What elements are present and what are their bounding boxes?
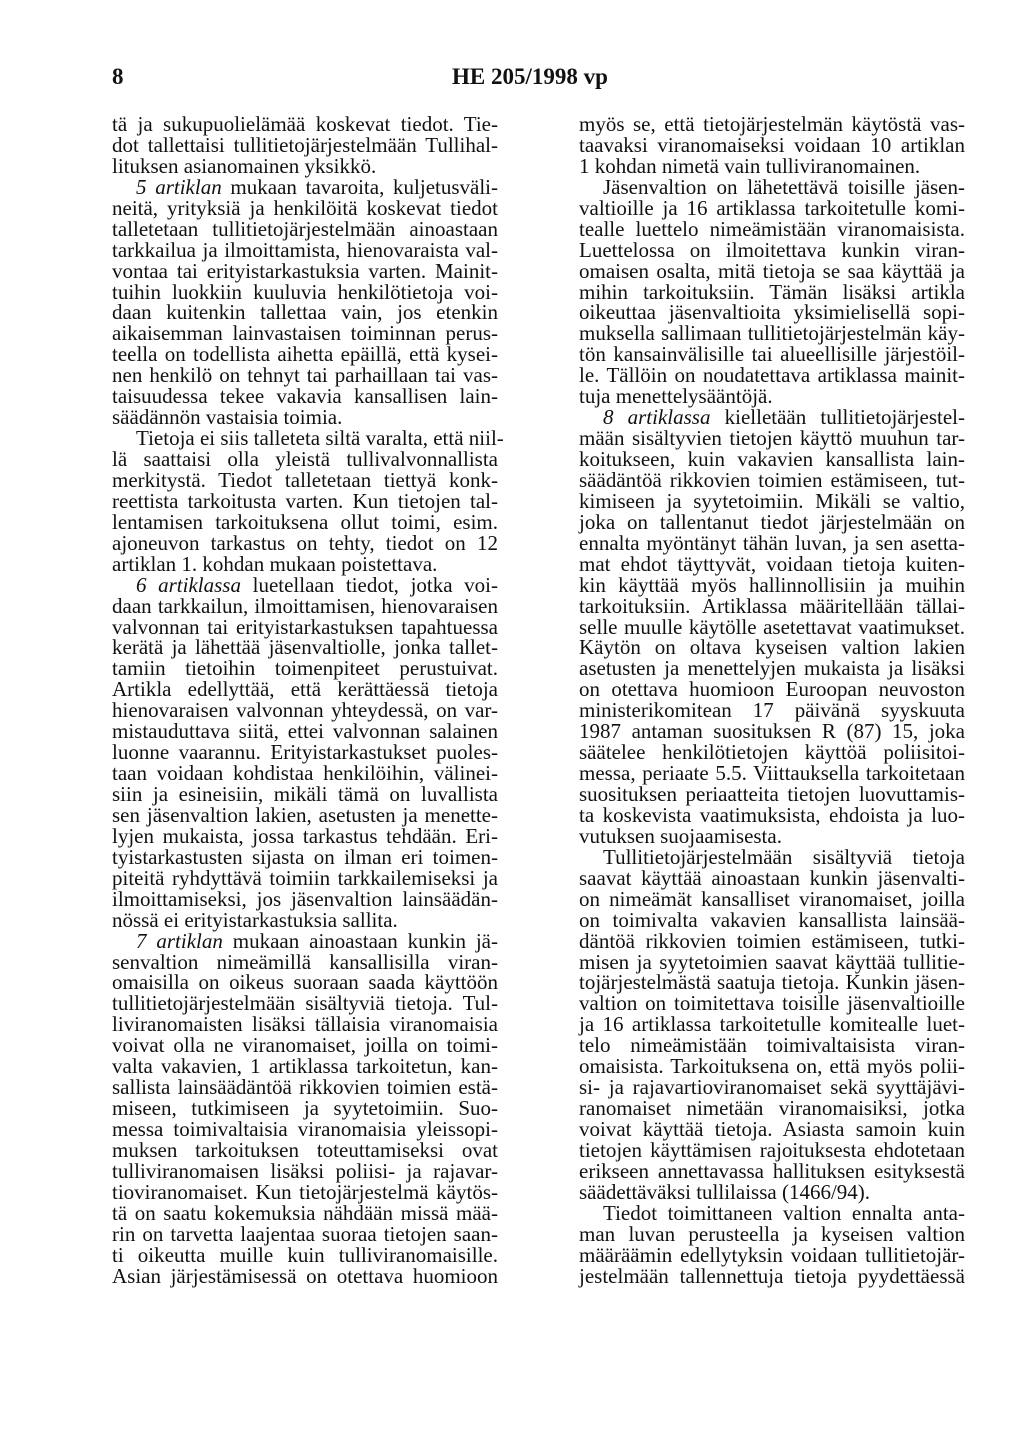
line-text: neitä, yrityksiä ja henkilöitä koskevat tiedot — [112, 195, 498, 220]
text-line — [579, 1158, 965, 1183]
text-line — [579, 658, 965, 679]
line-text: Tullitietojärjestelmään sisältyviä tietoja — [603, 844, 965, 869]
line-text: 1987 antaman suosituksen R (87) 15, joka — [579, 719, 965, 744]
text-line — [579, 1098, 965, 1119]
text-line — [112, 153, 498, 178]
line-text: aikaisemman lainvastaisen toiminnan perus- — [112, 321, 498, 346]
text-line — [112, 1098, 498, 1119]
text-line — [112, 1077, 498, 1098]
text-line — [579, 637, 965, 658]
line-text: tyistarkastusten sijasta on ilman eri toimen- — [112, 844, 498, 869]
text-line — [579, 530, 965, 555]
text-line — [579, 886, 965, 911]
text-line — [579, 1077, 965, 1098]
text-line — [112, 426, 504, 451]
text-line — [112, 993, 498, 1014]
line-text: Asian järjestämisessä on otettava huomioon — [112, 1263, 498, 1288]
text-line — [112, 195, 498, 220]
text-line — [579, 1179, 965, 1204]
text-line — [579, 572, 965, 597]
line-text: tioviranomaiset. Kun tietojärjestelmä käytös- — [112, 1179, 498, 1204]
text-line — [579, 1137, 965, 1162]
text-line — [579, 823, 965, 848]
line-text: säädännön vastaisia toimia. — [112, 405, 343, 430]
line-text: Jäsenvaltion on lähetettävä toisille jäsen- — [603, 174, 965, 199]
text-line — [112, 1014, 498, 1035]
line-text: nössä ei erityistarkastuksia sallita. — [112, 907, 398, 932]
text-line — [579, 679, 965, 700]
text-line — [112, 530, 498, 555]
line-text: mukaan ainoastaan kunkin jä- — [222, 928, 498, 953]
text-line — [112, 928, 498, 953]
text-line — [579, 237, 965, 262]
text-line — [112, 386, 498, 407]
line-text: tullitietojärjestelmään sisältyviä tietoja. Tul- — [112, 991, 498, 1016]
text-line — [112, 658, 498, 679]
text-line — [579, 488, 965, 513]
text-line — [579, 365, 965, 386]
text-line — [112, 509, 498, 534]
line-text: Tiedot toimittaneen valtion ennalta anta- — [603, 1200, 965, 1225]
line-text: on otettava huomioon Euroopan neuvoston — [579, 677, 965, 702]
line-text: tä ja sukupuolielämää koskevat tiedot. Tie- — [112, 112, 498, 136]
line-text: ranomaiset nimetään viranomaisiksi, jotka — [579, 1096, 965, 1121]
line-text: taavaksi viranomaiseksi voidaan 10 artiklan — [579, 132, 965, 157]
text-line — [579, 386, 965, 407]
text-line — [112, 467, 498, 492]
line-text: myös se, että tietojärjestelmän käytöstä vas- — [579, 112, 965, 136]
line-text: säätelee henkilötietojen käyttöä poliisitoi- — [579, 740, 965, 765]
text-line — [112, 784, 498, 805]
line-text: kerätä ja lähettää jäsenvaltiolle, jonka tallet- — [112, 635, 498, 660]
text-line — [579, 279, 965, 304]
text-line — [112, 323, 498, 344]
line-text: kielletään tullitietojärjestel- — [710, 405, 965, 430]
line-text: artiklan 1. kohdan mukaan poistettava. — [112, 551, 438, 576]
text-line — [579, 407, 965, 428]
line-text: daan tarkkailun, ilmoittamisen, hienovaraisen — [112, 593, 498, 618]
line-text: oikeuttaa jäsenvaltioita yksimielisellä sopi- — [579, 300, 965, 325]
text-line — [579, 865, 965, 890]
text-line — [112, 279, 498, 304]
line-text: määräämin edellytyksin voidaan tullitietojär- — [579, 1242, 965, 1267]
text-line — [579, 763, 965, 784]
text-line — [579, 551, 965, 576]
text-line — [112, 258, 498, 283]
line-text: sallista lainsäädäntöä rikkovien toimien estä- — [112, 1075, 498, 1100]
line-text: tojärjestelmästä saatuja tietoja. Kunkin jäsen- — [579, 970, 965, 995]
text-line — [579, 509, 965, 534]
text-line — [579, 928, 965, 953]
line-text: tuihin luokkiin kuuluvia henkilötietoja voi- — [112, 279, 498, 304]
line-text: tamiin tietoihin toimenpiteet perustuivat. — [112, 656, 498, 681]
line-text: piteitä ryhdyttävä toimiin tarkkailemiseksi ja — [112, 865, 498, 890]
article-reference: 6 artiklassa — [136, 572, 241, 597]
left-column — [112, 112, 504, 1288]
line-text: siin ja esineisiin, mikäli tämä on luvallista — [112, 782, 498, 806]
text-line — [112, 237, 498, 262]
line-text: mään sisältyvien tietojen käyttö muuhun tar- — [579, 426, 965, 451]
line-text: misen ja syytetoimien saavat käyttää tullitie- — [579, 949, 965, 974]
line-text: kin käyttää myös hallinnollisiin ja muihin — [579, 572, 965, 597]
line-text: ilmoittamiseksi, jos jäsenvaltion lainsäädän- — [112, 886, 498, 911]
line-text: säädettäväksi tullilaissa (1466/94). — [579, 1179, 871, 1204]
line-text: Tietoja ei siis talleteta siltä varalta, että niil- — [136, 426, 504, 451]
text-line — [112, 886, 498, 911]
text-line — [579, 1014, 965, 1035]
text-line — [579, 721, 965, 742]
article-reference: 5 artiklan — [136, 174, 222, 199]
text-line — [579, 114, 965, 135]
line-text: ennalta myöntänyt tähän luvan, ja sen asetta- — [579, 530, 965, 555]
text-line — [112, 763, 498, 784]
line-text: tä on saatu kokemuksia nähdään missä mää- — [112, 1200, 498, 1225]
text-line — [579, 302, 965, 323]
text-line — [112, 1056, 498, 1077]
line-text: hienovaraisen valvonnan yhteydessä, on var- — [112, 698, 498, 723]
line-text: teella on todellista aihetta epäillä, että kysei- — [112, 342, 498, 367]
text-line — [579, 972, 965, 993]
text-line — [112, 823, 498, 848]
text-line — [579, 993, 965, 1014]
line-text: sen jäsenvaltion lakien, asetusten ja menette- — [112, 802, 498, 827]
line-text: luetellaan tiedot, jotka voi- — [240, 572, 499, 597]
text-line — [112, 174, 499, 199]
line-text: reettista tarkoitusta varten. Kun tietojen tal- — [112, 488, 498, 513]
line-text: talletetaan tullitietojärjestelmään ainoastaan — [112, 216, 498, 241]
line-text: Luettelossa on ilmoitettava kunkin viran- — [579, 237, 965, 262]
text-line — [579, 449, 965, 470]
text-line — [579, 344, 965, 365]
text-line — [579, 132, 965, 157]
line-text: tulliviranomaisen lisäksi poliisi- ja rajavar- — [112, 1158, 498, 1183]
text-line — [579, 1263, 965, 1288]
line-text: valta vakavien, 1 artiklassa tarkoitetun, kan- — [112, 1054, 498, 1079]
line-text: Artikla edellyttää, että kerättäessä tietoja — [112, 677, 498, 702]
line-text: ta koskevista vaatimuksista, ehdoista ja luo- — [579, 802, 965, 827]
text-line — [579, 1242, 965, 1267]
text-line — [112, 907, 498, 932]
text-line — [579, 614, 965, 639]
line-text: selle muulle käytölle asetettavat vaatimukset. — [579, 614, 965, 639]
article-reference: 8 artiklassa — [603, 405, 711, 430]
text-line — [112, 721, 498, 742]
text-line — [579, 907, 965, 932]
text-line — [579, 174, 965, 199]
text-line — [112, 679, 498, 700]
text-line — [579, 467, 965, 492]
text-line — [112, 802, 498, 827]
line-text: suosituksen periaatteita tietojen luovuttamis- — [579, 782, 965, 806]
line-text: tarkoituksiin. Artiklassa määritellään tällai- — [579, 593, 965, 618]
text-line — [579, 323, 965, 344]
line-text: taan voidaan kohdistaa henkilöihin, välinei- — [112, 761, 498, 786]
line-text: senvaltion nimeämillä kansallisilla viran- — [112, 949, 498, 974]
line-text: mat ehdot täyttyvät, voidaan tietoja kuiten- — [579, 551, 965, 576]
line-text: 1 kohdan nimetä vain tulliviranomainen. — [579, 153, 921, 178]
line-text: lä saattaisi olla yleistä tullivalvonnallista — [112, 447, 498, 471]
line-text: ajoneuvon tarkastus on tehty, tiedot on 12 — [112, 530, 498, 555]
line-text: luonne vaarannu. Erityistarkastukset puoles- — [112, 740, 498, 765]
line-text: vutuksen suojaamisesta. — [579, 823, 782, 848]
text-line — [579, 593, 965, 618]
text-line — [579, 1221, 965, 1246]
line-text: mukaan tavaroita, kuljetusväli- — [221, 174, 499, 199]
line-text: omaisen osalta, mitä tietoja se saa käyttää ja — [579, 258, 965, 283]
line-text: lituksen asianomainen yksikkö. — [112, 153, 377, 178]
line-text: telo nimeämistään toimivaltaisista viran- — [579, 1033, 965, 1058]
line-text: miseen, tutkimiseen ja syytetoimiin. Suo- — [112, 1096, 498, 1121]
line-text: säädäntöä rikkovien toimien estämiseen, tut- — [579, 467, 965, 492]
line-text: Käytön on oltava kyseisen valtion lakien — [579, 635, 965, 660]
line-text: muksella sallimaan tullitietojärjestelmän käy- — [579, 321, 965, 346]
line-text: dot tallettaisi tullitietojärjestelmään Tullihal- — [112, 132, 498, 157]
page-number: 8 — [112, 64, 124, 89]
line-text: däntöä rikkovien toimien estämiseen, tutki- — [579, 928, 965, 953]
text-line — [112, 865, 498, 890]
line-text: liviranomaisten lisäksi tällaisia viranomaisia — [112, 1012, 498, 1037]
text-line — [112, 844, 498, 869]
line-text: on nimeämät kansalliset viranomaiset, joilla — [579, 886, 965, 911]
text-line — [579, 1056, 965, 1077]
text-line — [112, 614, 498, 639]
line-text: man luvan perusteella ja kyseisen valtion — [579, 1221, 965, 1246]
line-text: tarkkailua ja ilmoittamista, hienovaraista val- — [112, 237, 498, 262]
line-text: muksen tarkoituksen toteuttamiseksi ovat — [112, 1137, 498, 1162]
line-text: valvonnan tai erityistarkastuksen tapahtuessa — [112, 614, 498, 639]
text-line — [112, 407, 498, 428]
text-line — [112, 1137, 498, 1162]
text-line — [579, 949, 965, 974]
line-text: messa, periaate 5.5. Viittauksella tarkoitetaan — [579, 761, 965, 786]
line-text: valtioille ja 16 artiklassa tarkoitetulle komi- — [579, 195, 965, 220]
text-line — [112, 949, 498, 974]
text-line — [112, 593, 498, 618]
text-line — [112, 302, 498, 323]
line-text: omaisista. Tarkoituksena on, että myös polii- — [579, 1054, 965, 1079]
text-line — [112, 132, 498, 157]
text-line — [579, 1200, 965, 1225]
line-text: taisuudessa tekee vakavia kansallisen lain- — [112, 384, 498, 409]
text-line — [579, 258, 965, 283]
text-line — [579, 428, 965, 449]
text-line — [112, 114, 498, 135]
line-text: asetusten ja menettelyjen mukaista ja lisäksi — [579, 656, 965, 681]
text-line — [579, 153, 965, 178]
text-line — [579, 844, 965, 869]
text-line — [112, 972, 498, 993]
text-line — [579, 1035, 965, 1056]
line-text: merkitystä. Tiedot talletetaan tiettyä konk- — [112, 467, 498, 492]
line-text: mistauduttava siitä, ettei valvonnan salainen — [112, 719, 498, 744]
text-line — [579, 742, 965, 763]
text-line — [112, 551, 498, 576]
text-line — [112, 488, 498, 513]
text-line — [112, 216, 498, 241]
line-text: messa toimivaltaisia viranomaisia yleissopi- — [112, 1117, 498, 1141]
text-line — [112, 637, 498, 658]
text-line — [112, 1119, 498, 1140]
line-text: tealle luettelo nimeämistään viranomaisista. — [579, 216, 965, 241]
line-text: jestelmään tallennettuja tietoja pyydettäessä — [579, 1263, 965, 1288]
article-reference: 7 artiklan — [136, 928, 223, 953]
text-line — [579, 802, 965, 827]
text-line — [112, 1035, 498, 1056]
line-text: nen henkilö on tehnyt tai parhaillaan tai vas- — [112, 363, 498, 388]
line-text: kimiseen ja syytetoimiin. Mikäli se valtio, — [579, 488, 965, 513]
text-line — [579, 195, 965, 220]
line-text: le. Tällöin on noudatettava artiklassa mainit- — [579, 363, 965, 388]
line-text: tön kansainvälisille tai alueellisille järjestöil- — [579, 342, 965, 367]
line-text: lyjen mukaista, jossa tarkastus tehdään. Eri- — [112, 823, 498, 848]
line-text: voivat olla ne viranomaiset, joilla on toimi- — [112, 1033, 498, 1058]
line-text: ministerikomitean 17 päivänä syyskuuta — [579, 698, 965, 723]
line-text: on toimivalta vakavien kansallista lainsää- — [579, 907, 965, 932]
line-text: tuja menettelysääntöjä. — [579, 384, 773, 409]
text-line — [579, 216, 965, 241]
text-line — [112, 1158, 498, 1183]
text-line — [112, 449, 498, 470]
text-line — [112, 700, 498, 721]
line-text: si- ja rajavartioviranomaiset sekä syyttäjävi- — [579, 1075, 965, 1100]
line-text: daan kuitenkin tallettaa vain, jos etenkin — [112, 300, 498, 325]
text-line — [112, 1263, 498, 1288]
line-text: joka on tallentanut tiedot järjestelmään on — [579, 509, 965, 534]
line-text: tietojen käyttämisen rajoituksesta ehdotetaan — [579, 1137, 965, 1162]
text-line — [112, 344, 498, 365]
text-line — [112, 572, 499, 597]
line-text: rin on tarvetta laajentaa suoraa tietojen saan- — [112, 1221, 498, 1246]
text-line — [112, 1242, 498, 1267]
text-line — [112, 1200, 498, 1225]
line-text: omaisilla on oikeus suoraan saada käyttöön — [112, 970, 498, 995]
line-text: ja 16 artiklassa tarkoitetulle komitealle luet- — [579, 1012, 965, 1037]
line-text: ti oikeutta muille kuin tulliviranomaisille. — [112, 1242, 498, 1267]
line-text: saavat käyttää ainoastaan kunkin jäsenvalti- — [579, 865, 965, 890]
text-line — [579, 784, 965, 805]
line-text: lentamisen tarkoituksena ollut toimi, esim. — [112, 509, 498, 534]
right-column — [579, 114, 965, 1287]
text-line — [112, 365, 498, 386]
line-text: mihin tarkoituksiin. Tämän lisäksi artikla — [579, 279, 965, 304]
line-text: vontaa tai erityistarkastuksia varten. Mainit- — [112, 258, 498, 283]
text-line — [579, 700, 965, 721]
text-line — [579, 1119, 965, 1140]
text-line — [112, 742, 498, 763]
text-line — [112, 1221, 498, 1246]
text-line — [112, 1179, 498, 1204]
line-text: valtion on toimitettava toisille jäsenvaltioille — [579, 991, 965, 1016]
document-id: HE 205/1998 vp — [452, 64, 608, 89]
line-text: voivat käyttää tietoja. Asiasta samoin kuin — [579, 1117, 965, 1141]
line-text: erikseen annettavassa hallituksen esityksestä — [579, 1158, 965, 1183]
line-text: koitukseen, kuin vakavien kansallista lain- — [579, 447, 965, 471]
